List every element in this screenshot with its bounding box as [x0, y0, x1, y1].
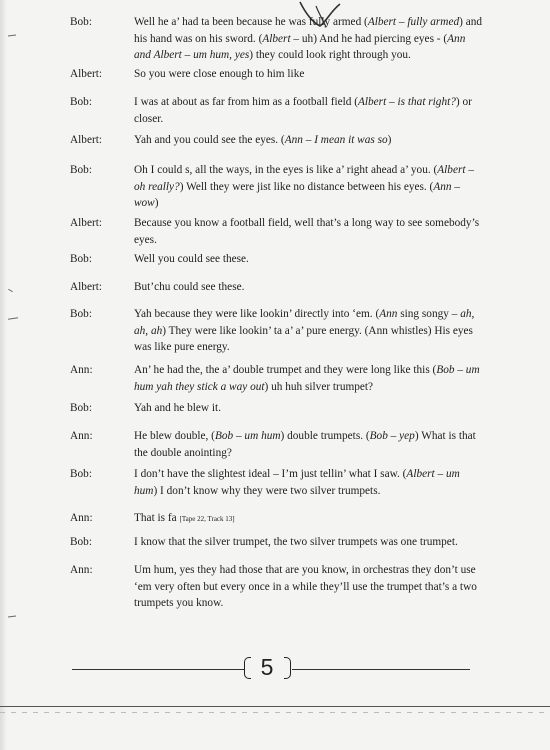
- scan-bottom-edge: [0, 706, 550, 707]
- speech-text: [134, 428, 484, 461]
- speaker-label: Ann:: [70, 564, 93, 576]
- interjection-text: Bob – um hum: [214, 430, 281, 442]
- speech-fragment: Well he a’ had ta been because he was fully armed (: [134, 16, 368, 28]
- speech-fragment: ) They were like lookin’ ta a’ a’ pure energy. (Ann whistles) His eyes was like pure energy.: [134, 324, 473, 353]
- interjection-text: Bob – yep: [369, 430, 415, 442]
- interjection-text: Albert – is that right?: [357, 96, 456, 108]
- speech-text: [134, 510, 484, 528]
- speaker-label: Bob:: [70, 468, 92, 480]
- speech-text: [134, 306, 484, 356]
- speech-text: [134, 94, 484, 127]
- speech-fragment: ) and his hand was on his sword. (: [134, 16, 483, 45]
- interjection-text: Bob – um hum yah they stick a way out: [134, 364, 480, 393]
- interjection-text: Albert –: [262, 32, 302, 45]
- scan-dash-line: [0, 712, 550, 713]
- tape-reference: [Tape 22, Track 13]: [179, 515, 235, 523]
- speech-fragment: ) they could look right through you.: [249, 49, 411, 61]
- footer-rule-left: [72, 669, 244, 670]
- speech-fragment: ) uh huh silver trumpet?: [264, 380, 374, 393]
- footer-rule-right: [292, 669, 470, 670]
- speech-text: [134, 66, 484, 83]
- speech-fragment: He blew double, (: [134, 430, 215, 442]
- speech-fragment: I don’t have the slightest ideal – I’m just tellin’ what I saw. (: [134, 468, 407, 480]
- interjection-text: Ann – I mean it was so: [284, 134, 388, 146]
- speaker-label: Albert:: [70, 217, 102, 229]
- speaker-label: Bob:: [70, 402, 92, 414]
- speech-fragment: Because you know a football field, well that’s a long way to see somebody’s eyes.: [134, 217, 480, 246]
- margin-mark: [8, 34, 16, 36]
- speech-fragment: ) Well they were jist like no distance between his eyes. (: [179, 180, 434, 193]
- speaker-label: Bob:: [70, 96, 92, 108]
- speech-text: [134, 251, 484, 268]
- speaker-label: Bob:: [70, 536, 92, 548]
- speech-fragment: ) or closer.: [134, 96, 472, 125]
- speaker-label: Ann:: [70, 430, 93, 442]
- speaker-label: Albert:: [70, 134, 102, 146]
- speech-fragment: ): [154, 197, 159, 209]
- speech-text: [134, 215, 484, 248]
- speech-text: [134, 534, 484, 551]
- speaker-label: Ann:: [70, 512, 93, 524]
- interjection-text: Albert – fully armed: [367, 16, 460, 28]
- scan-edge-shadow: [0, 0, 7, 750]
- margin-mark: [8, 317, 18, 319]
- speech-fragment: An’ he had the, the a’ double trumpet and they were long like this (: [134, 364, 437, 376]
- speech-fragment: uh) And he had piercing eyes - (: [301, 32, 448, 45]
- speech-text: [134, 162, 484, 212]
- speaker-label: Bob:: [70, 16, 92, 28]
- interjection-text: Ann – wow: [134, 180, 460, 209]
- speech-fragment: sing songy –: [397, 308, 461, 320]
- speech-fragment: Um hum, yes they had those that are you know, in orchestras they don’t use ‘em very often but every once in a while they’ll use the trumpet that’s a two trumpets you know.: [134, 564, 477, 609]
- speech-fragment: Yah and he blew it.: [134, 402, 222, 414]
- speech-fragment: Well you could see these.: [134, 253, 249, 265]
- speech-fragment: I know that the silver trumpet, the two silver trumpets was one trumpet.: [134, 536, 458, 548]
- speech-text: [134, 132, 484, 149]
- speech-text: [134, 466, 484, 499]
- interjection-text: Ann and Albert – um hum, yes: [134, 32, 466, 61]
- speech-text: [134, 14, 484, 64]
- speaker-label: Albert:: [70, 68, 102, 80]
- speaker-label: Albert:: [70, 281, 102, 293]
- interjection-text: Ann: [379, 308, 398, 320]
- interjection-text: Albert – um hum: [134, 468, 460, 497]
- speech-fragment: Yah and you could see the eyes. (: [134, 134, 285, 146]
- speech-text: [134, 562, 484, 612]
- speech-fragment: I was at about as far from him as a football field (: [134, 96, 358, 108]
- speech-fragment: ) What is that the double anointing?: [134, 430, 476, 459]
- speech-fragment: So you were close enough to him like: [134, 68, 305, 80]
- speech-fragment: Oh I could s, all the ways, in the eyes is like a’ right ahead a’ you. (: [134, 164, 438, 176]
- speech-text: [134, 400, 484, 417]
- speech-fragment: Yah because they were like lookin’ directly into ‘em. (: [134, 308, 380, 320]
- speech-fragment: ): [387, 134, 392, 146]
- margin-mark: [8, 615, 16, 617]
- speech-fragment: That is fa: [134, 512, 180, 524]
- speech-text: [134, 279, 484, 296]
- speech-fragment: ) I don’t know why they were two silver trumpets.: [153, 484, 381, 497]
- speech-fragment: But’chu could see these.: [134, 281, 245, 293]
- interjection-text: ah, ah, ah: [134, 308, 475, 337]
- speaker-label: Bob:: [70, 308, 92, 320]
- speech-fragment: ) double trumpets. (: [280, 430, 370, 442]
- page-number: 5: [260, 654, 274, 680]
- speaker-label: Ann:: [70, 364, 93, 376]
- speech-text: [134, 362, 484, 395]
- margin-mark: [8, 289, 13, 292]
- speaker-label: Bob:: [70, 253, 92, 265]
- interjection-text: Albert – oh really?: [134, 164, 474, 193]
- speaker-label: Bob:: [70, 164, 92, 176]
